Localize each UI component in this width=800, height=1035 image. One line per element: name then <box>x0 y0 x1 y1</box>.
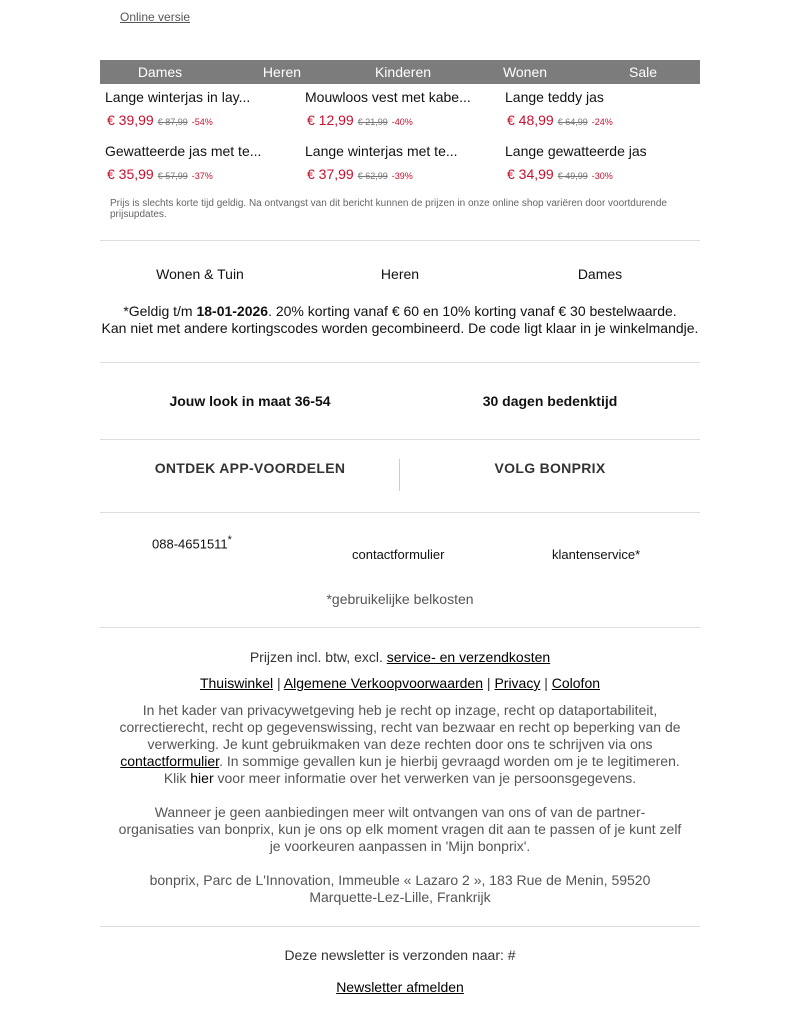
separator: | <box>486 675 491 691</box>
separator: | <box>544 675 548 691</box>
price-disclaimer: Prijs is slechts korte tijd geldig. Na ontvangst van dit bericht kunnen de prijzen in onze online shop variëren door voortdurende prijsupdates. <box>110 198 667 220</box>
nav-wonen[interactable]: Wonen <box>502 64 548 80</box>
nav-dames[interactable]: Dames <box>137 64 183 80</box>
company-address <box>100 872 700 906</box>
product-name[interactable]: Lange winterjas met te... <box>305 143 458 159</box>
category-nav-bar <box>100 60 700 84</box>
discount-percentage: -37% <box>191 171 213 181</box>
current-price: € 48,99 <box>507 112 554 128</box>
privacy-line: In het kader van privacywetgeving heb je recht op inzage, recht op dataportabiliteit, <box>142 702 658 718</box>
app-benefits-link[interactable]: ONTDEK APP-VOORDELEN <box>154 460 346 476</box>
divider <box>100 512 700 513</box>
unsubscribe-link[interactable]: Newsletter afmelden <box>336 979 464 995</box>
category-link-dames[interactable]: Dames <box>577 266 623 282</box>
promo-suffix: . 20% korting vanaf € 60 en 10% korting vanaf € 30 bestelwaarde. <box>268 303 677 319</box>
product-price <box>107 166 213 182</box>
divider <box>100 439 700 440</box>
unsubscribe-wrap <box>100 979 700 995</box>
terms-link[interactable]: Algemene Verkoopvoorwaarden <box>283 675 484 691</box>
footer-links <box>100 675 700 691</box>
product-price <box>507 112 613 128</box>
current-price: € 39,99 <box>107 112 154 128</box>
divider <box>100 362 700 363</box>
discount-percentage: -54% <box>191 117 213 127</box>
colofon-link[interactable]: Colofon <box>551 675 601 691</box>
old-price: € 57,99 <box>157 171 188 181</box>
current-price: € 35,99 <box>107 166 154 182</box>
category-link-wonen-tuin[interactable]: Wonen & Tuin <box>156 266 244 282</box>
product-price <box>307 112 413 128</box>
partner-line: organisaties van bonprix, kun je ons op elk moment vragen dit aan te passen of je kunt zelf <box>118 821 682 837</box>
phone-number-text: 088-4651511 <box>152 536 228 552</box>
nav-sale[interactable]: Sale <box>628 64 658 80</box>
phone-star: * <box>227 534 232 546</box>
discount-percentage: -24% <box>591 117 613 127</box>
separator: | <box>277 675 281 691</box>
product-name[interactable]: Gewatteerde jas met te... <box>105 143 262 159</box>
divider <box>100 240 700 241</box>
privacy-text <box>100 702 700 787</box>
partner-line: je voorkeuren aanpassen in 'Mijn bonprix'. <box>269 838 531 854</box>
nav-heren[interactable]: Heren <box>262 64 302 80</box>
partner-text <box>100 804 700 855</box>
address-line: Marquette-Lez-Lille, Frankrijk <box>309 889 491 905</box>
old-price: € 49,99 <box>557 171 588 181</box>
old-price: € 21,99 <box>357 117 388 127</box>
online-version-link[interactable]: Online versie <box>120 10 191 24</box>
phone-number[interactable] <box>152 534 232 551</box>
privacy-text-5a: Klik <box>163 770 191 786</box>
customer-service-link[interactable]: klantenservice* <box>552 547 641 562</box>
usp-sizes[interactable]: Jouw look in maat 36-54 <box>169 393 331 409</box>
privacy-line <box>100 770 700 787</box>
promo-conditions <box>100 303 700 337</box>
shipping-costs-link[interactable]: service- en verzendkosten <box>386 649 551 665</box>
divider <box>100 926 700 927</box>
prices-info <box>100 649 700 665</box>
promo-prefix: *Geldig t/m <box>123 303 197 319</box>
divider <box>100 627 700 628</box>
privacy-text-5b: voor meer informatie over het verwerken van je persoonsgegevens. <box>213 770 637 786</box>
follow-bonprix-link[interactable]: VOLG BONPRIX <box>494 460 606 476</box>
discount-percentage: -30% <box>591 171 613 181</box>
current-price: € 34,99 <box>507 166 554 182</box>
address-line: bonprix, Parc de L'Innovation, Immeuble « Lazaro 2 », 183 Rue de Menin, 59520 <box>149 872 651 888</box>
discount-percentage: -40% <box>391 117 413 127</box>
contact-form-link[interactable]: contactformulier <box>352 547 445 562</box>
privacy-info-link[interactable]: hier <box>190 770 214 786</box>
call-costs-note: *gebruikelijke belkosten <box>326 591 474 607</box>
usp-return-period[interactable]: 30 dagen bedenktijd <box>482 393 618 409</box>
promo-line-2: Kan niet met andere kortingscodes worden gecombineerd. De code ligt klaar in je winkelmandje. <box>101 320 699 336</box>
product-price <box>307 166 413 182</box>
partner-line: Wanneer je geen aanbiedingen meer wilt ontvangen van ons of van de partner- <box>154 804 646 820</box>
category-link-heren[interactable]: Heren <box>380 266 420 282</box>
old-price: € 64,99 <box>557 117 588 127</box>
privacy-line <box>100 753 700 770</box>
product-name[interactable]: Lange teddy jas <box>505 89 604 105</box>
privacy-line: verwerking. Je kunt gebruikmaken van deze rechten door ons te schrijven via ons <box>147 736 653 752</box>
old-price: € 87,99 <box>157 117 188 127</box>
old-price: € 62,99 <box>357 171 388 181</box>
promo-date: 18-01-2026 <box>196 303 269 319</box>
privacy-line: correctierecht, recht op gegevenswissing, recht van bezwaar en recht op beperking van de <box>119 719 681 735</box>
product-name[interactable]: Lange winterjas in lay... <box>105 89 251 105</box>
product-name[interactable]: Mouwloos vest met kabe... <box>305 89 471 105</box>
current-price: € 37,99 <box>307 166 354 182</box>
product-name[interactable]: Lange gewatteerde jas <box>505 143 647 159</box>
prices-prefix: Prijzen incl. btw, excl. <box>249 649 387 665</box>
sent-to-text: Deze newsletter is verzonden naar: # <box>284 947 516 963</box>
product-price <box>507 166 613 182</box>
current-price: € 12,99 <box>307 112 354 128</box>
nav-kinderen[interactable]: Kinderen <box>374 64 432 80</box>
discount-percentage: -39% <box>391 171 413 181</box>
thuiswinkel-link[interactable]: Thuiswinkel <box>199 675 274 691</box>
privacy-contact-form-link[interactable]: contactformulier <box>120 753 220 769</box>
privacy-link[interactable]: Privacy <box>494 675 541 691</box>
privacy-text-4: . In sommige gevallen kun je hierbij gevraagd worden om je te legitimeren. <box>219 753 680 769</box>
product-price <box>107 112 213 128</box>
